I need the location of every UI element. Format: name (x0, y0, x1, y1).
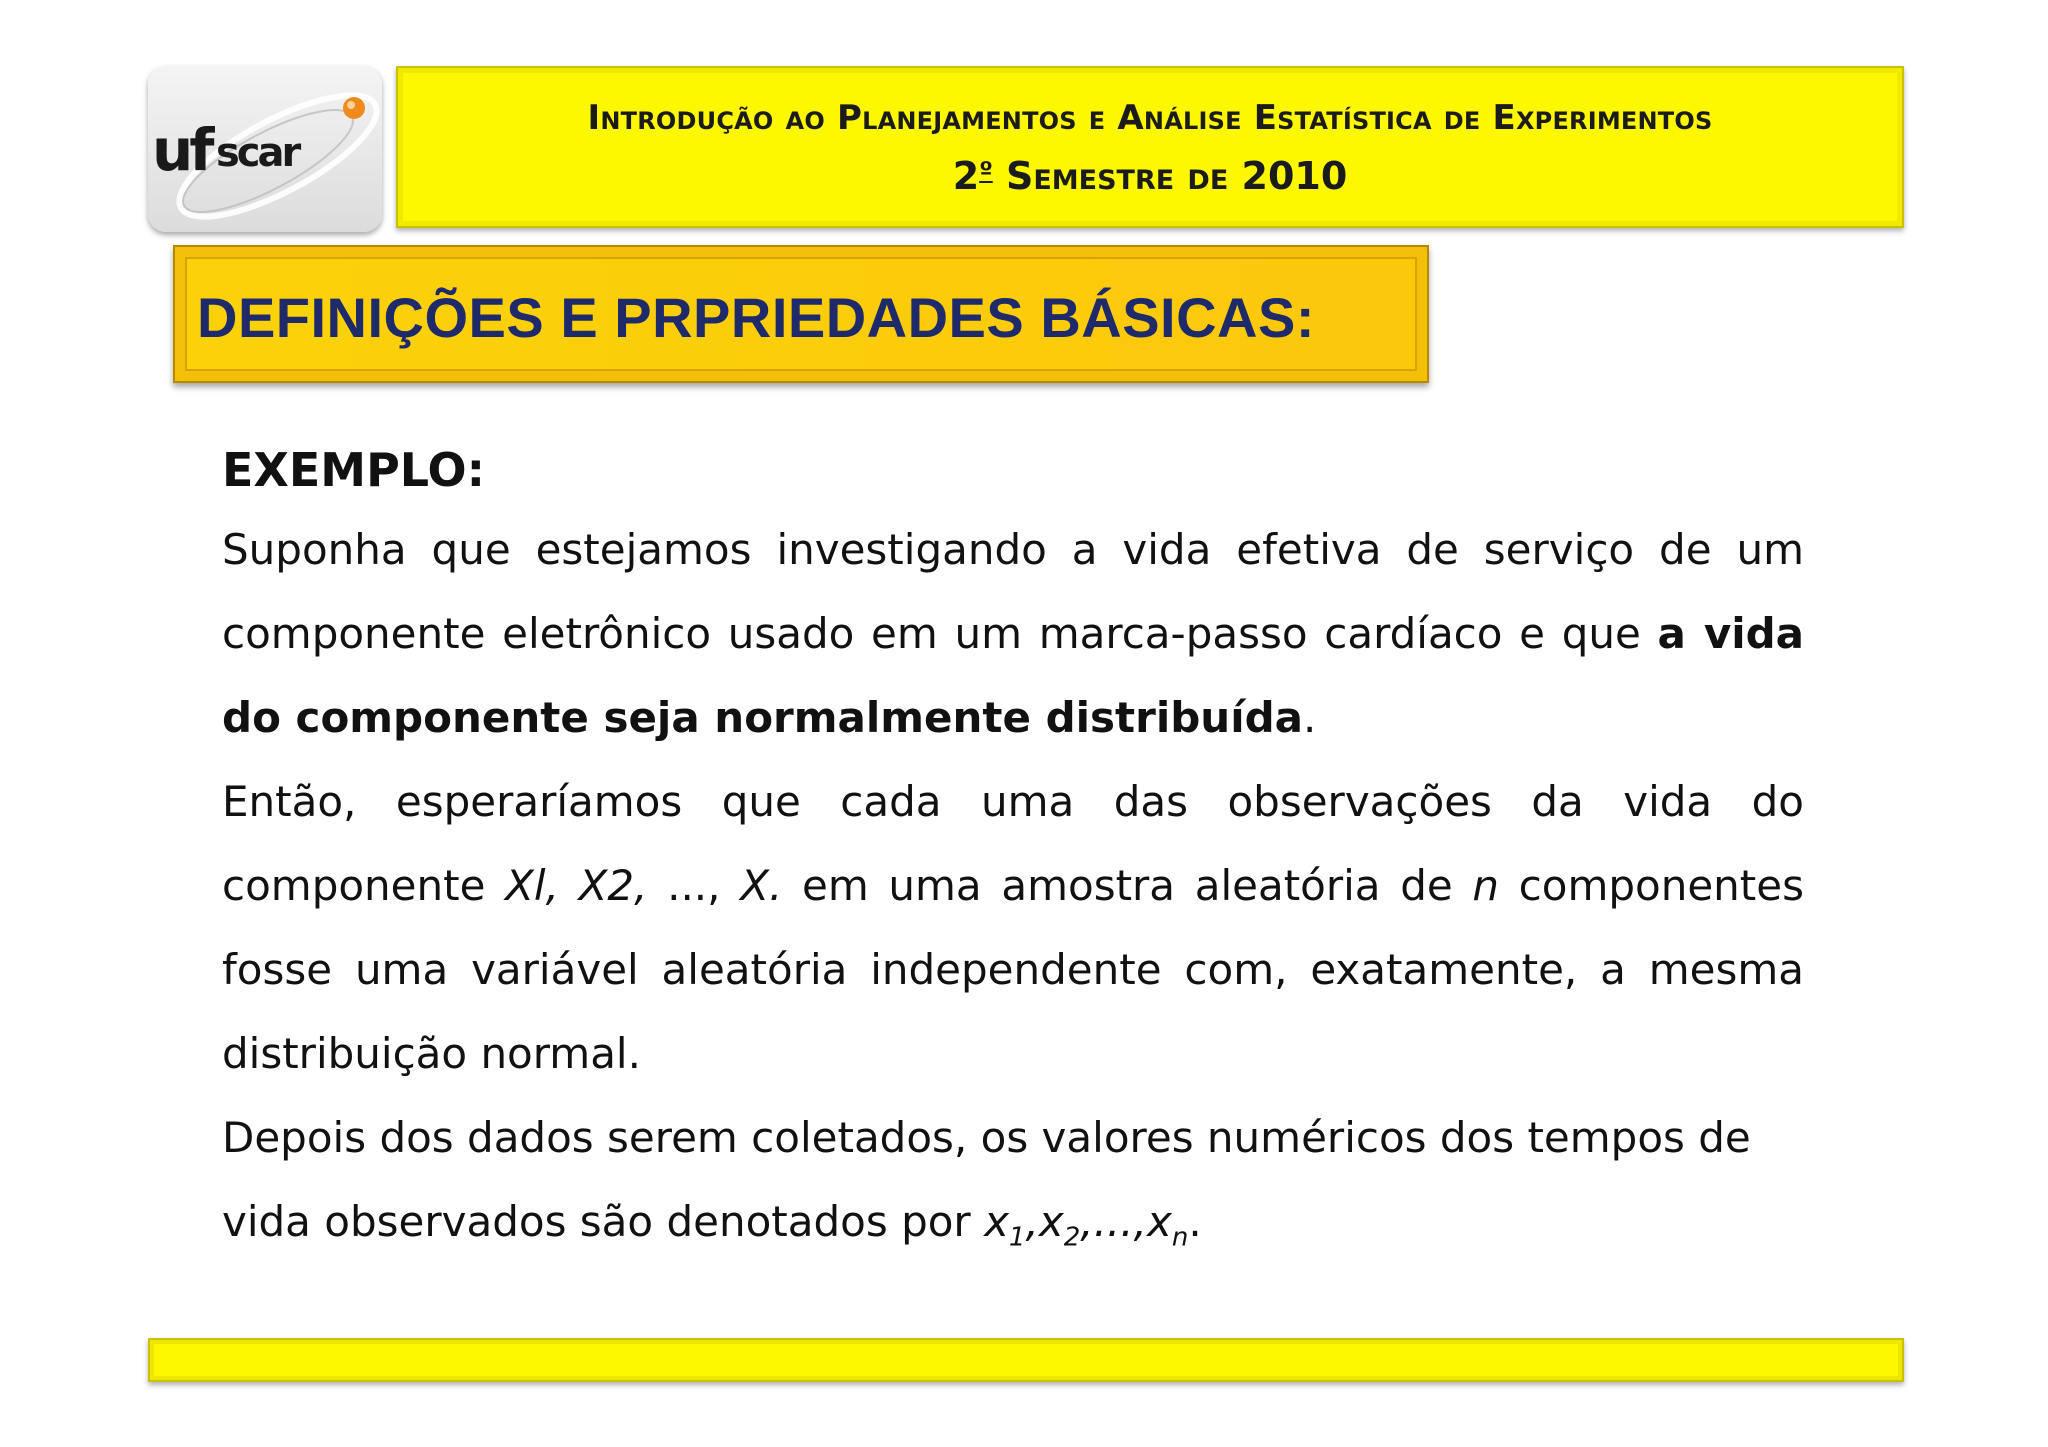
p1-end: . (1303, 693, 1317, 742)
course-title: Introdução ao Planejamentos e Análise Estatística de Experimentos (587, 98, 1713, 138)
ufscar-logo-icon (148, 66, 382, 232)
p3-sub-n: n (1171, 1222, 1189, 1253)
semester-label (398, 154, 1902, 198)
p2-vars-1: Xl, X2, (505, 861, 648, 910)
course-header-banner (396, 66, 1904, 228)
slide-content (222, 440, 1804, 1264)
example-label: EXEMPLO: (222, 443, 485, 497)
p1-text: Suponha que estejamos investigando a vida efetiva de serviço de um componente eletrônico usado em um marca-passo cardíaco e que (222, 525, 1804, 658)
p3-x1: x (984, 1197, 1009, 1246)
section-title: DEFINIÇÕES E PRPRIEDADES BÁSICAS: (197, 286, 1315, 349)
ufscar-logo (148, 66, 382, 232)
ordinal-mark: º (979, 157, 993, 185)
semester-text: Semestre de 2010 (992, 154, 1348, 198)
paragraph-1 (222, 508, 1804, 760)
p3-x2: ,x (1025, 1197, 1064, 1246)
svg-text:uf: uf (152, 116, 211, 184)
p2-n: n (1472, 861, 1499, 910)
p2-text-c: componentes fosse uma variável aleatória independente com, exatamente, a mesma distribuição normal. (222, 861, 1804, 1078)
p2-text-b: em uma amostra aleatória de (782, 861, 1473, 910)
section-title-box (173, 245, 1429, 383)
p2-vars-2: X. (740, 861, 783, 910)
p1-bold-text: a vida do componente seja normalmente distribuída (222, 609, 1805, 742)
semester-number: 2 (952, 154, 980, 198)
p3-end: . (1188, 1197, 1202, 1246)
p3-text: Depois dos dados serem coletados, os valores numéricos dos tempos de vida observados são denotados por (222, 1113, 1751, 1246)
paragraph-3 (222, 1096, 1804, 1264)
p3-sub-1: 1 (1008, 1222, 1026, 1253)
p2-ellipsis: ..., (647, 861, 741, 910)
p3-sub-2: 2 (1063, 1222, 1081, 1253)
footer-bar (148, 1338, 1904, 1382)
svg-text:scar: scar (216, 130, 299, 176)
paragraph-2 (222, 760, 1804, 1096)
p3-xn: ,...,x (1080, 1197, 1172, 1246)
p2-text-a: Então, esperaríamos que cada uma das observações da vida do componente (222, 777, 1804, 910)
